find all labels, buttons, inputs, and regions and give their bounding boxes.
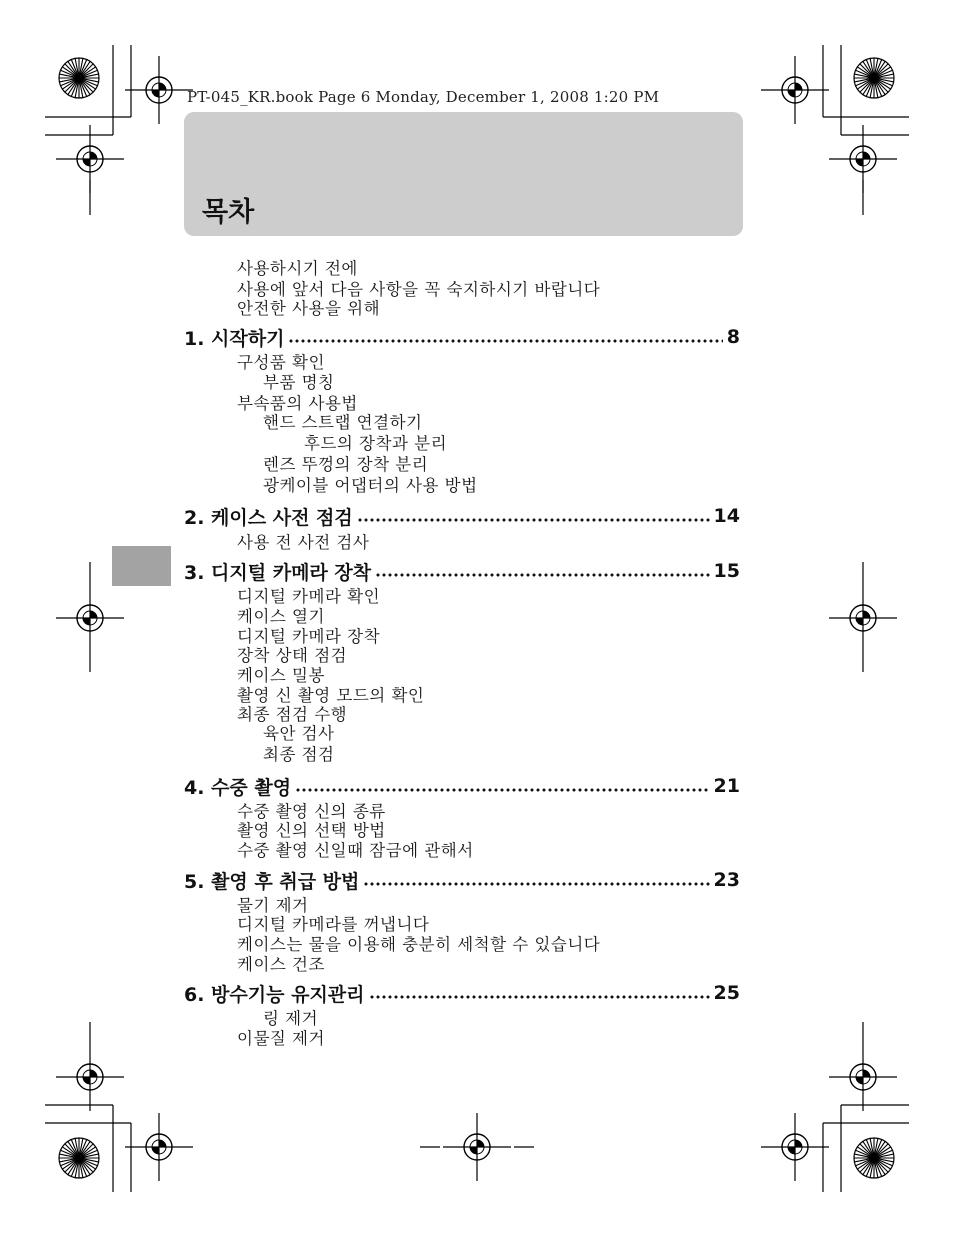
title-banner <box>184 112 743 236</box>
toc-intro-item[interactable]: 사용에 앞서 다음 사항을 꼭 숙지하시기 바랍니다 <box>237 280 601 299</box>
toc-subitem[interactable]: 육안 검사 <box>263 724 335 743</box>
chapter-title: 2. 케이스 사전 점검 <box>184 506 353 529</box>
toc-item[interactable]: 디지털 카메라 확인 <box>237 587 381 606</box>
dot-leader <box>357 517 710 523</box>
chapter-page-number: 15 <box>713 560 740 582</box>
print-slug: PT-045_KR.book Page 6 Monday, December 1, 2008 1:20 PM <box>187 88 660 106</box>
toc-item[interactable]: 구성품 확인 <box>237 353 325 372</box>
toc-item[interactable]: 물기 제거 <box>237 896 309 915</box>
toc-subsubitem[interactable]: 후드의 장착과 분리 <box>304 434 448 453</box>
chapter-page-number: 25 <box>713 982 740 1004</box>
dot-leader <box>369 994 710 1000</box>
toc-item[interactable]: 수중 촬영 신일때 잠금에 관해서 <box>237 841 474 860</box>
toc-item[interactable]: 케이스 건조 <box>237 955 325 974</box>
toc-item[interactable]: 장착 상태 점검 <box>237 646 348 665</box>
chapter-page-number: 23 <box>713 869 740 891</box>
toc-subitem[interactable]: 핸드 스트랩 연결하기 <box>263 413 423 432</box>
toc-subitem[interactable]: 최종 점검 <box>263 745 335 764</box>
toc-item[interactable]: 케이스는 물을 이용해 충분히 세척할 수 있습니다 <box>237 935 601 954</box>
toc-item[interactable]: 부속품의 사용법 <box>237 394 358 413</box>
toc-intro-item[interactable]: 안전한 사용을 위해 <box>237 299 381 318</box>
toc-chapter[interactable] <box>184 773 740 799</box>
page-title: 목차 <box>202 197 255 228</box>
toc-chapter[interactable] <box>184 324 740 350</box>
toc-chapter[interactable] <box>184 980 740 1006</box>
toc-item[interactable]: 이물질 제거 <box>237 1029 325 1048</box>
dot-leader <box>375 572 709 578</box>
toc-item[interactable]: 디지털 카메라를 꺼냅니다 <box>237 915 430 934</box>
toc-subitem[interactable]: 광케이블 어댑터의 사용 방법 <box>263 476 478 495</box>
toc-subitem[interactable]: 링 제거 <box>263 1009 319 1028</box>
chapter-title: 6. 방수기능 유지관리 <box>184 983 365 1006</box>
chapter-page-number: 14 <box>713 505 740 527</box>
dot-leader <box>295 787 709 793</box>
section-tab <box>112 546 171 586</box>
dot-leader <box>363 881 709 887</box>
chapter-page-number: 8 <box>726 326 740 348</box>
chapter-title: 3. 디지털 카메라 장착 <box>184 561 372 584</box>
toc-item[interactable]: 케이스 열기 <box>237 607 325 626</box>
toc-item[interactable]: 촬영 신의 선택 방법 <box>237 821 386 840</box>
chapter-title: 1. 시작하기 <box>184 327 285 350</box>
toc-subitem[interactable]: 부품 명칭 <box>263 373 335 392</box>
toc-subitem[interactable]: 렌즈 뚜껑의 장착 분리 <box>263 455 429 474</box>
chapter-title: 4. 수중 촬영 <box>184 776 292 799</box>
toc-chapter[interactable] <box>184 558 740 584</box>
toc-item[interactable]: 사용 전 사전 검사 <box>237 533 370 552</box>
chapter-title: 5. 촬영 후 취급 방법 <box>184 870 360 893</box>
toc-chapter[interactable] <box>184 867 740 893</box>
toc-chapter[interactable] <box>184 503 740 529</box>
toc-item[interactable]: 최종 점검 수행 <box>237 705 348 724</box>
toc-intro-item[interactable]: 사용하시기 전에 <box>237 259 358 278</box>
toc-item[interactable]: 촬영 신 촬영 모드의 확인 <box>237 686 425 705</box>
toc-item[interactable]: 수중 촬영 신의 종류 <box>237 802 386 821</box>
chapter-page-number: 21 <box>713 775 740 797</box>
dot-leader <box>288 338 722 344</box>
toc-item[interactable]: 디지털 카메라 장착 <box>237 627 381 646</box>
toc-item[interactable]: 케이스 밀봉 <box>237 666 325 685</box>
